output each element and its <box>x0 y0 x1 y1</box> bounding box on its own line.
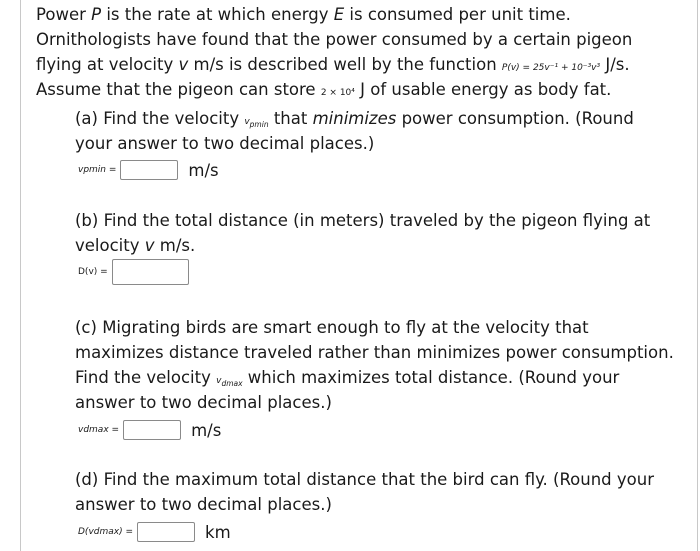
dv-input[interactable] <box>112 259 189 285</box>
vdmax-label: vdmax = <box>78 425 120 435</box>
vdmax-input[interactable] <box>123 420 181 440</box>
part-a-answer-row <box>78 160 219 180</box>
part-b-answer-row <box>78 259 189 285</box>
intro-line-1: Power P is the rate at which energy E is consumed per unit time. <box>36 5 571 24</box>
vpmin-input[interactable] <box>120 160 178 180</box>
part-c-line-3: Find the velocity $v_{dmax}$ which maximizes total distance. (Round your <box>75 368 620 388</box>
vpmin-unit: m/s <box>188 160 219 180</box>
part-a-line-2: your answer to two decimal places.) <box>75 134 375 153</box>
dvdmax-unit: km <box>205 522 231 542</box>
power-formula: P(v) = 25v⁻¹ + 10⁻³v³ <box>501 63 601 73</box>
intro-line-2: Ornithologists have found that the power consumed by a certain pigeon <box>36 30 633 49</box>
part-c-line-4: answer to two decimal places.) <box>75 393 332 412</box>
vpmin-label: vpmin = <box>78 165 117 175</box>
part-d-line-2: answer to two decimal places.) <box>75 495 332 514</box>
intro-line-3: flying at velocity v m/s is described well by the function P(v) = 25v⁻¹ + 10⁻³v³ J/s. <box>36 55 630 74</box>
part-a-line-1: (a) Find the velocity $v_{pmin}$ that minimizes power consumption. (Round <box>75 109 634 129</box>
part-b-line-1: (b) Find the total distance (in meters) traveled by the pigeon flying at <box>75 211 651 230</box>
energy-value: 2 × 10⁴ <box>320 88 355 98</box>
part-d-answer-row <box>78 522 231 542</box>
vdmax-unit: m/s <box>191 420 222 440</box>
part-d-line-1: (d) Find the maximum total distance that the bird can fly. (Round your <box>75 470 654 489</box>
part-c-answer-row <box>78 420 221 440</box>
part-c-line-2: maximizes distance traveled rather than minimizes power consumption. <box>75 343 674 362</box>
dv-label: D(v) = <box>78 267 108 277</box>
intro-line-4: Assume that the pigeon can store 2 × 10⁴ J of usable energy as body fat. <box>36 80 612 99</box>
part-c-line-1: (c) Migrating birds are smart enough to fly at the velocity that <box>75 318 589 337</box>
dvdmax-label: D(vdmax) = <box>78 527 134 537</box>
dvdmax-input[interactable] <box>137 522 195 542</box>
part-b-line-2: velocity v m/s. <box>75 236 196 255</box>
